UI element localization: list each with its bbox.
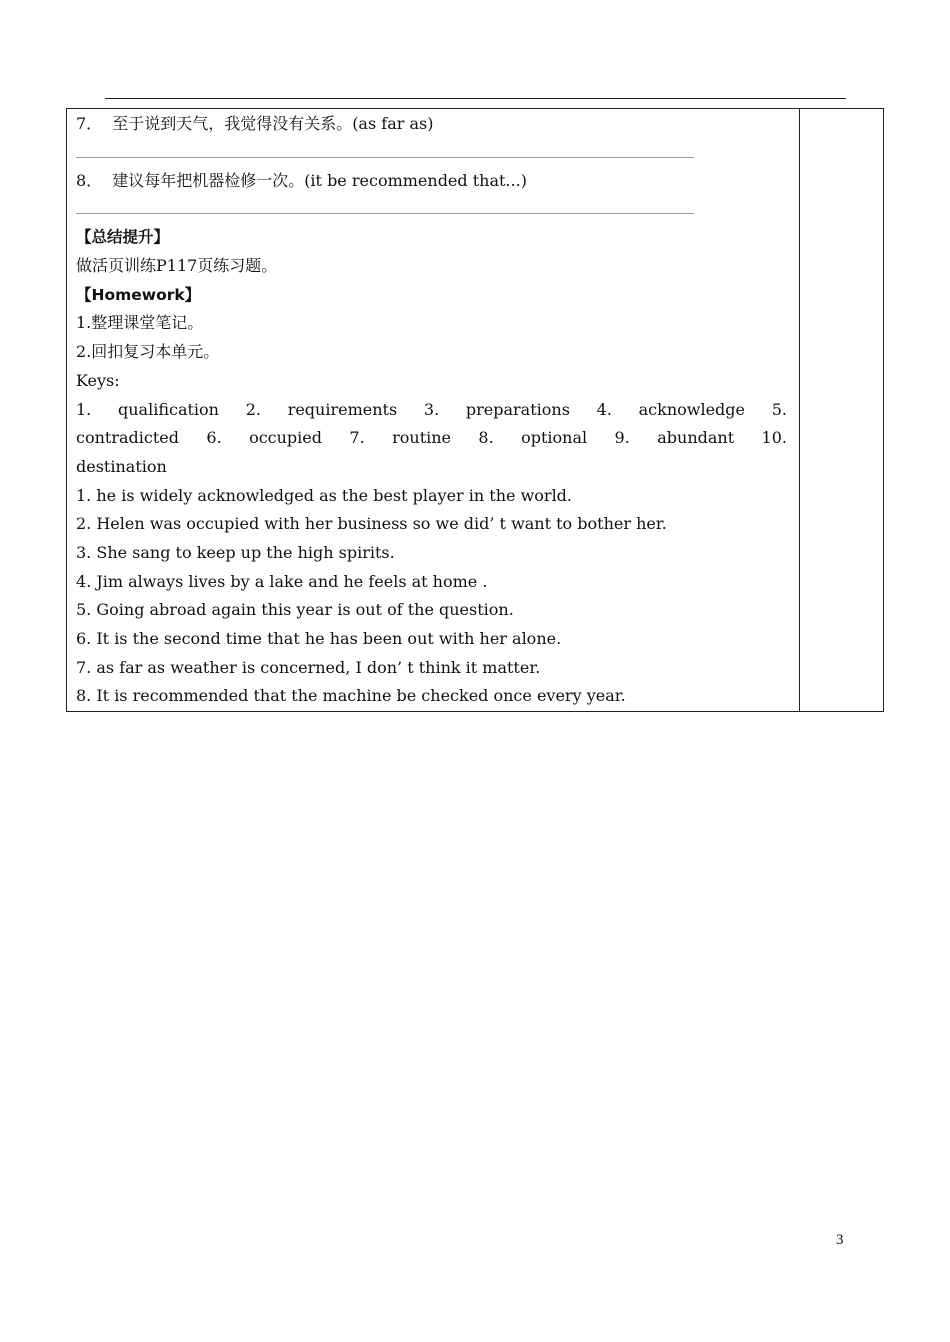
answer-blank-8[interactable] bbox=[76, 213, 694, 214]
key-sentence: 8. It is recommended that the machine be checked once every year. bbox=[76, 686, 626, 706]
keys-vocab-line: contradicted 6. occupied 7. routine 8. optional 9. abundant 10. bbox=[76, 428, 787, 448]
key-sentence: 5. Going abroad again this year is out of the question. bbox=[76, 600, 514, 620]
question-text: 至于说到天气，我觉得没有关系。(as far as) bbox=[112, 114, 434, 133]
question-8 bbox=[76, 167, 787, 196]
question-text: 建议每年把机器检修一次。(it be recommended that...) bbox=[112, 170, 527, 190]
question-number: 8． bbox=[76, 170, 103, 190]
question-number: 7． bbox=[76, 114, 103, 133]
header-rule bbox=[105, 98, 846, 99]
key-sentence: 6. It is the second time that he has been out with her alone. bbox=[76, 629, 562, 648]
summary-text: 做活页训练P117页练习题。 bbox=[76, 256, 278, 276]
homework-item: 2.回扣复习本单元。 bbox=[76, 342, 220, 362]
homework-heading: 【Homework】 bbox=[76, 285, 201, 304]
keys-label: Keys: bbox=[76, 370, 120, 390]
table-column-divider bbox=[799, 108, 800, 712]
page-number: 3 bbox=[836, 1232, 844, 1248]
answer-blank-7[interactable] bbox=[76, 157, 694, 158]
homework-item: 1.整理课堂笔记。 bbox=[76, 313, 204, 333]
key-sentence: 3. She sang to keep up the high spirits. bbox=[76, 542, 395, 562]
table-main-cell bbox=[76, 110, 787, 711]
key-sentence: 7. as far as weather is concerned, I don’ t think it matter. bbox=[76, 657, 541, 677]
key-sentence: 4. Jim always lives by a lake and he feels at home . bbox=[76, 571, 488, 591]
question-7 bbox=[76, 110, 787, 139]
summary-heading: 【总结提升】 bbox=[76, 228, 170, 247]
keys-vocab-line: destination bbox=[76, 456, 167, 476]
keys-vocab-line: 1. qualification 2. requirements 3. preparations 4. acknowledge 5. bbox=[76, 399, 787, 419]
key-sentence: 2. Helen was occupied with her business so we did’ t want to bother her. bbox=[76, 514, 667, 534]
key-sentence: 1. he is widely acknowledged as the best player in the world. bbox=[76, 485, 573, 505]
